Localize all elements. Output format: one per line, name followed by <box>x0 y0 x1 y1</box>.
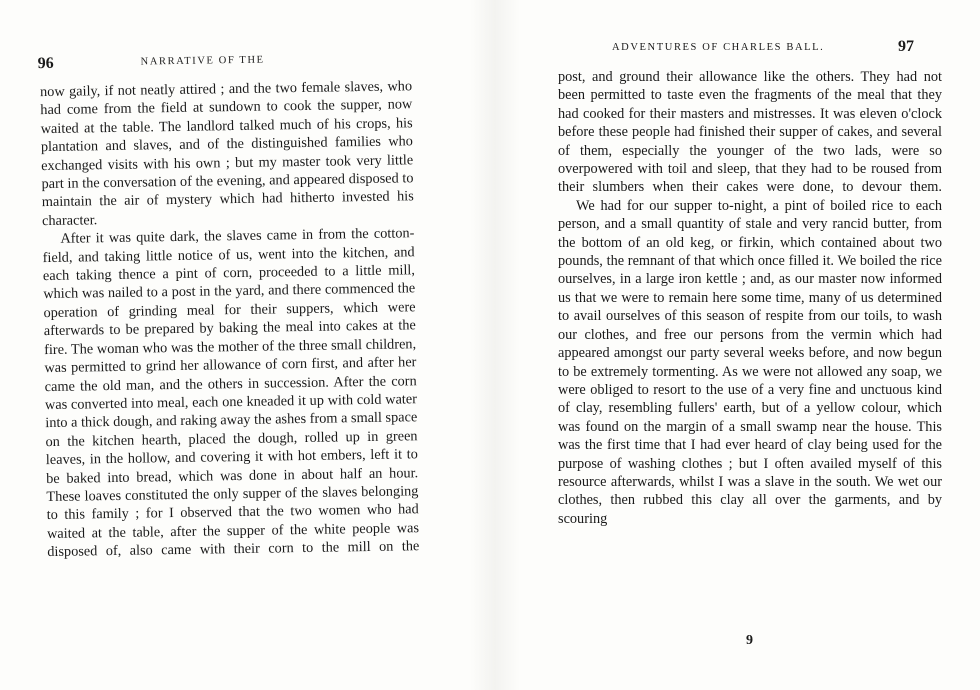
running-head: NARRATIVE OF THE <box>140 54 265 68</box>
paragraph: now gaily, if not neatly attired ; and the two female slaves, who had come from the field at sundown to cook the supper, now waited at the table. The landlord talked much of his crops, his plantation and slaves, and of the distinguished families who exchanged visits with his own ; but my master took very little part in the conversation of the evening, and appeared disposed to maintain the air of mystery which had hitherto invested his character. <box>39 78 414 229</box>
book-gutter <box>470 0 520 690</box>
paragraph: After it was quite dark, the slaves came in from the cotton-field, and taking little notice of us, went into the kitchen, and each taking thence a pint of corn, proceeded to a little mill, which was nailed to a post in the yard, and there commenced the operation of grinding meal for their suppers, which were afterwards to be prepared by baking the meal into cakes at the fire. The woman who was the mother of the three small children, was permitted to grind her allowance of corn first, and after her came the old man, and the others in succession. After the corn was converted into meal, each one kneaded it up with cold water into a thick dough, and raking away the ashes from a small space on the kitchen hearth, placed the dough, rolled up in green leaves, in the hollow, and covering it with hot embers, left it to be baked into bread, which was done in about half an hour. These loaves constituted the only supper of the slaves belonging to this family ; for I observed that the two women who had waited at the table, after the supper of the white people was disposed of, also came with their corn to the mill on the <box>42 225 420 561</box>
page-body <box>558 68 942 528</box>
right-page <box>520 0 980 690</box>
page-number: 96 <box>37 54 54 73</box>
running-head: ADVENTURES OF CHARLES BALL. <box>612 42 825 53</box>
paragraph: We had for our supper to-night, a pint of boiled rice to each person, and a small quantity of stale and very rancid butter, from the bottom of an old keg, or firkin, which contained about two pounds, the remnant of that which once filled it. We boiled the rice ourselves, in a large iron kettle ; and, as our master now informed us that we were to remain here some time, many of us determined to avail ourselves of this season of respite from our toils, to wash our clothes, and free our persons from the vermin which had appeared amongst our party several weeks before, and now begun to be extremely tormenting. As we were not allowed any soap, we were obliged to resort to the use of a very fine and unctuous kind of clay, resembling fullers' earth, but of a yellow colour, which was found on the margin of a small swamp near the house. This was the first time that I had ever heard of clay being used for the purpose of washing clothes ; but I often availed myself of this resource afterwards, whilst I was a slave in the south. We wet our clothes, then rubbed this clay all over the garments, and by scouring <box>558 197 942 527</box>
signature-mark: 9 <box>746 633 753 648</box>
page-body <box>40 77 419 561</box>
page-number: 97 <box>898 38 914 55</box>
paragraph: post, and ground their allowance like the others. They had not been permitted to taste even the fragments of the meal that they had cooked for their masters and mistresses. It was eleven o'clock before these people had finished their supper of cakes, and several of them, especially the younger of the two lads, were so overpowered with toil and sleep, that they had to be roused from their slumbers when their cakes were done, to devour them. <box>558 69 942 196</box>
left-page <box>0 0 475 690</box>
